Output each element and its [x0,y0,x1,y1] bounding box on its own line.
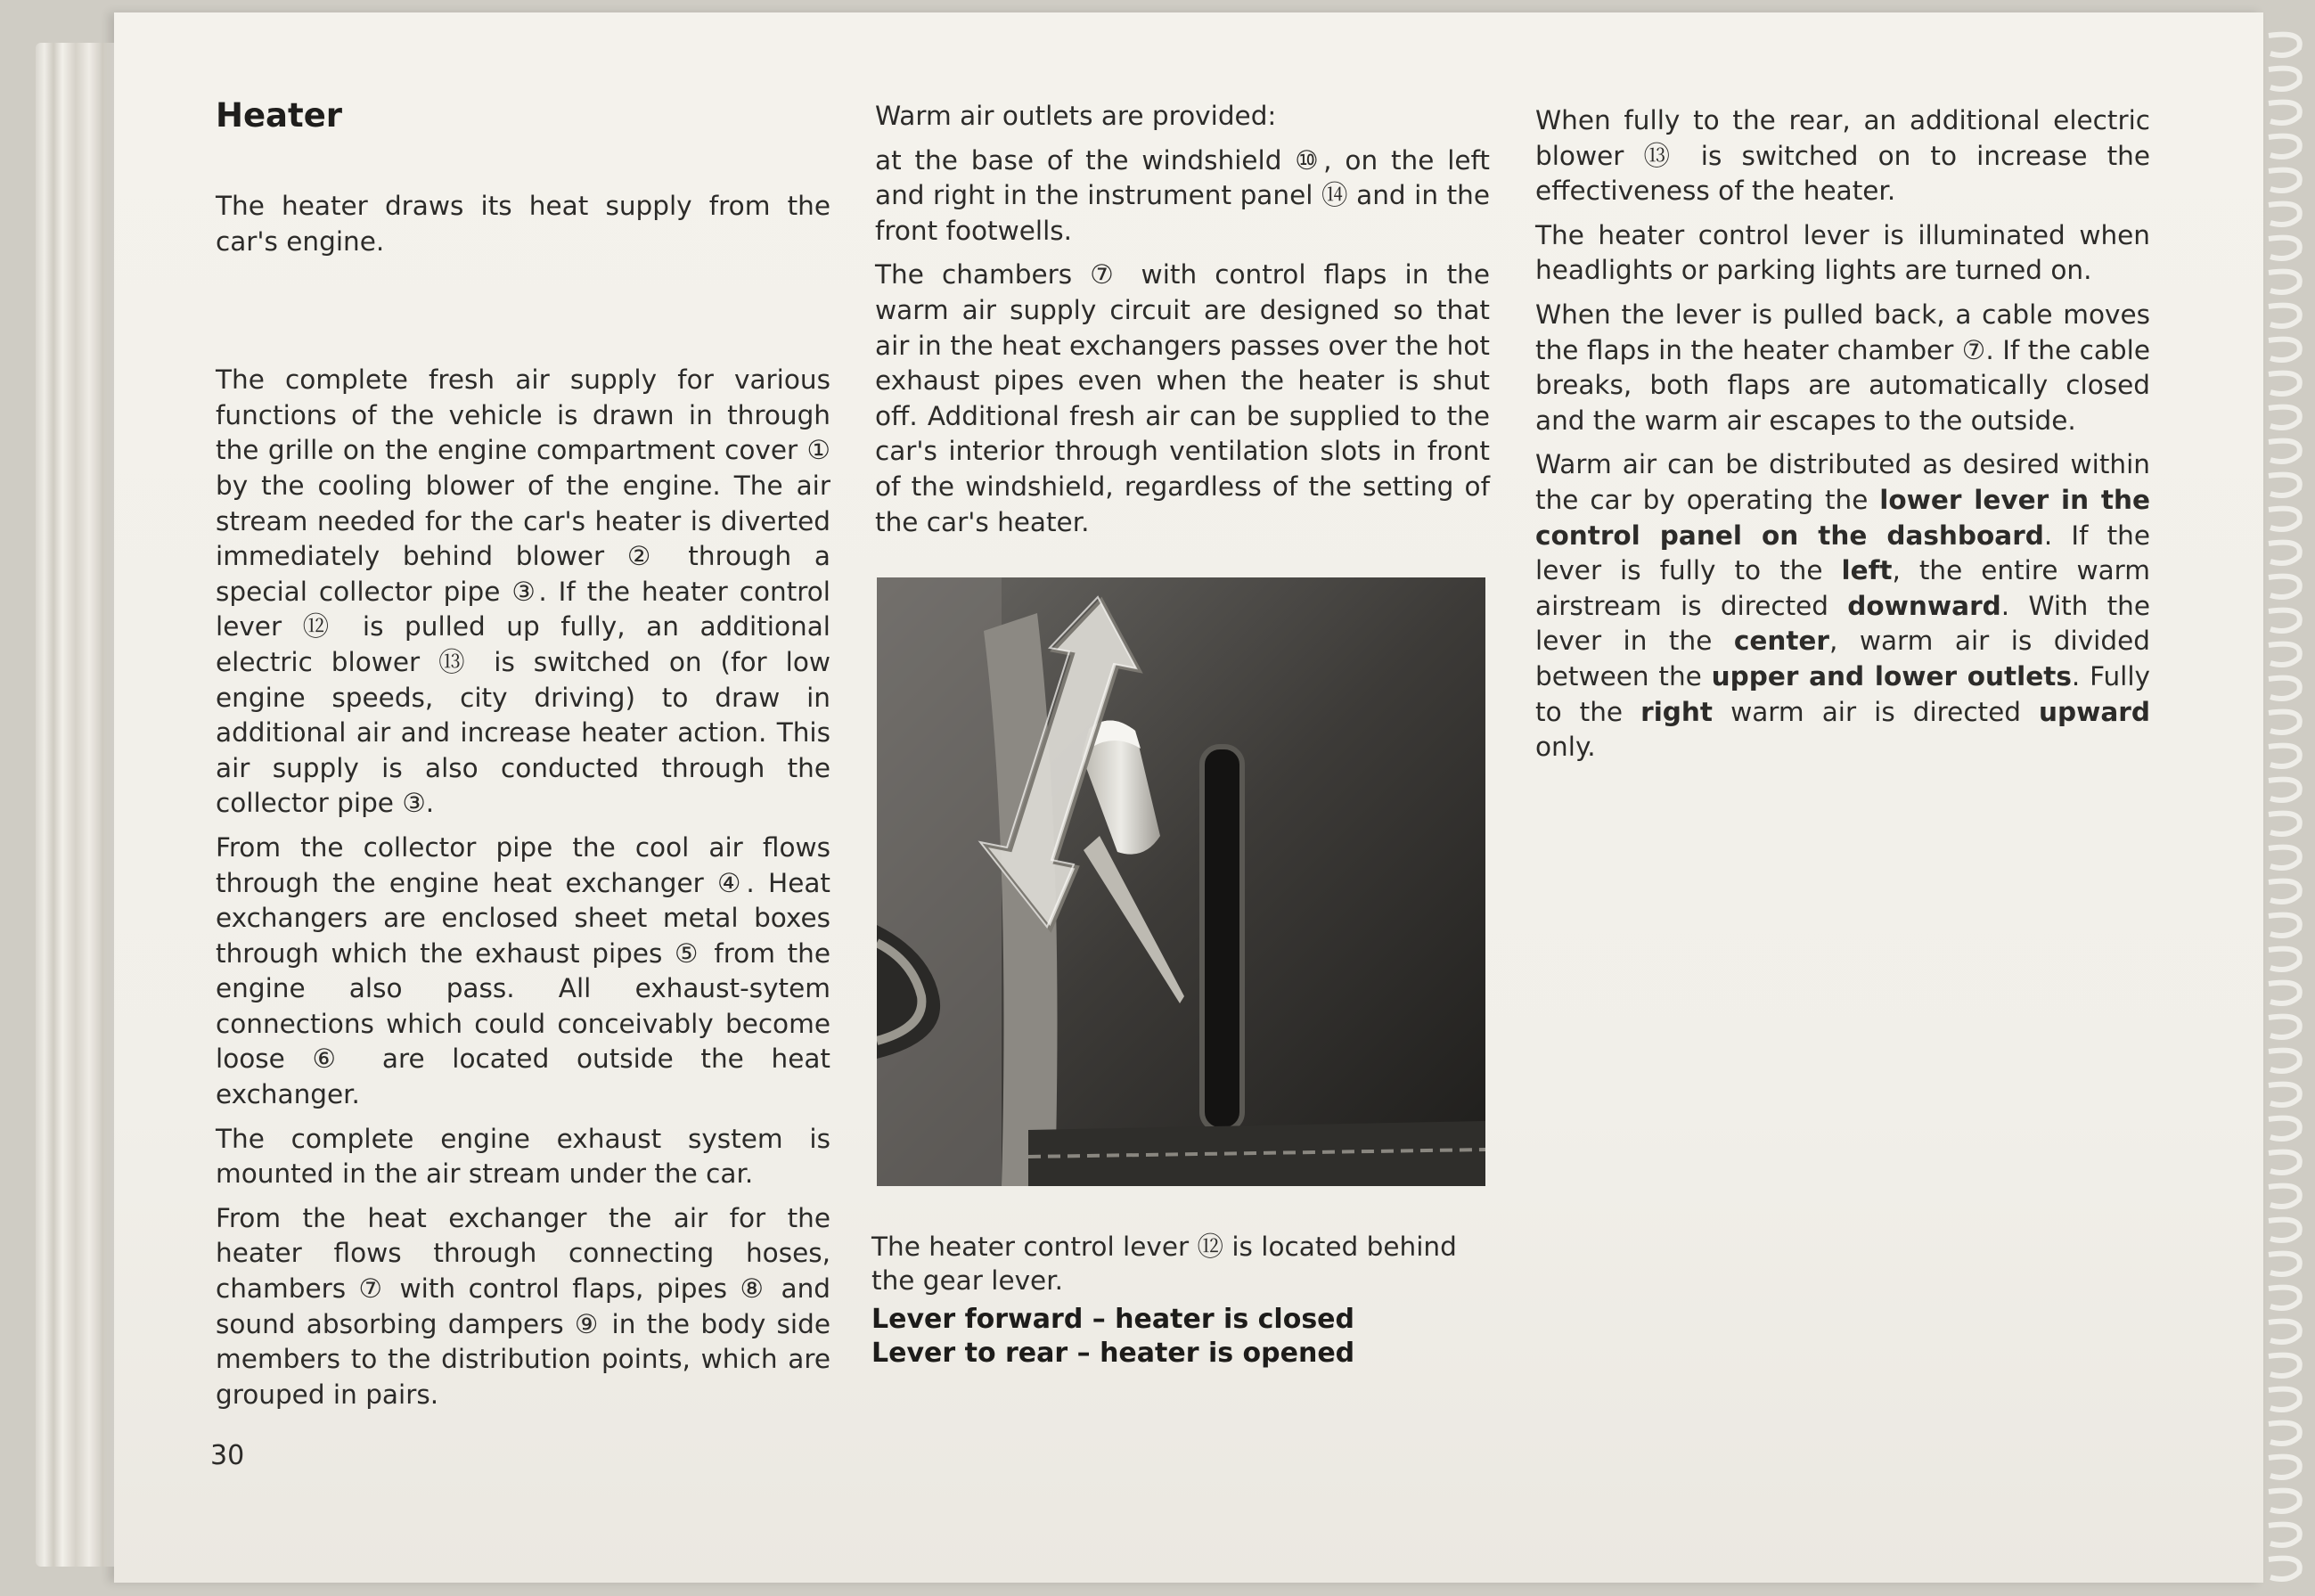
paragraph-fresh-air: The complete fresh air supply for various functions of the vehicle is drawn in through the grille on the engine compartment cover ① by the cooling blower of the engine. The air stream needed for the car's heater is diverted immediately behind blower ② through a special collector pipe ③. If the heater control lever ⑫ is pulled up fully, an additional electric blower ⑬ is switched on (for low engine speeds, city driving) to draw in additional air and increase heater action. This air supply is also conducted through the collector pipe ③. [216,364,830,819]
paragraph-distribution: Warm air can be distributed as desired within the car by operating the lower lever in the control panel on the dashboard. If the lever is fully to the left, the entire warm airstream is directed downward. With the lever in the center, warm air is divided between the upper and lower outlets. Fully to the right warm air is directed upward only. [1535,449,2151,763]
spiral-coil [2269,1220,2300,1240]
spiral-coil [2269,1254,2300,1274]
spiral-coil [2269,1389,2300,1410]
spiral-binding [2253,0,2315,1596]
spiral-coil [2269,1017,2300,1037]
spiral-coil [2269,1186,2300,1207]
spiral-coil [2269,1152,2300,1173]
spiral-coil [2269,1457,2300,1477]
column-left [216,189,830,1421]
caption-text: The heater control lever ⑫ is located behind the gear lever. [871,1232,1457,1296]
spiral-coil [2269,678,2300,699]
spiral-coil [2269,509,2300,529]
spiral-coil [2269,1322,2300,1342]
paragraph-illumination: The heater control lever is illuminated when headlights or parking lights are turned on. [1535,219,2150,286]
spiral-coil [2269,610,2300,631]
paragraph-outlets-intro: Warm air outlets are provided: [875,101,1277,131]
spiral-coil [2269,847,2300,868]
spiral-coil [2269,475,2300,495]
spiral-coil [2269,1051,2300,1071]
heater-lever-photo [877,577,1485,1186]
spiral-coil [2269,1084,2300,1105]
spiral-coil [2269,1355,2300,1376]
photo-caption [871,1230,1495,1371]
spiral-coil [2269,340,2300,360]
spiral-coil [2269,373,2300,394]
spiral-coil [2269,543,2300,563]
spiral-coil [2269,712,2300,733]
spiral-coil [2269,1525,2300,1545]
column-middle [875,99,1490,549]
spiral-coil [2269,1559,2300,1579]
column-right [1535,103,2150,774]
paragraph-outlets: at the base of the windshield ⑩, on the left and right in the instrument panel ⑭ and in the front footwells. [875,144,1490,246]
spiral-coil [2269,949,2300,970]
spiral-coil [2269,272,2300,292]
spiral-coil [2269,306,2300,326]
spiral-coil [2269,238,2300,258]
spiral-coil [2269,577,2300,597]
spiral-coil [2269,102,2300,123]
section-heading: Heater [216,96,343,135]
paragraph-exhaust-system: The complete engine exhaust system is mounted in the air stream under the car. [216,1123,830,1190]
spiral-coil [2269,983,2300,1003]
spiral-coil [2269,1423,2300,1444]
paragraph-chambers: The chambers ⑦ with control flaps in the warm air supply circuit are designed so that air in the heat exchangers passes over the hot exhaust pipes even when the heater is shut off. Additional fresh air can be supplied to the car's interior through ventilation slots in front of the windshield, regardless of the setting of the car's heater. [875,259,1490,537]
paragraph-collector-pipe: From the collector pipe the cool air flows through the engine heat exchanger ④. Heat exchangers are enclosed sheet metal boxes through which the exhaust pipes ⑤ from the engine also pass. All exhaust-sytem connections which could conceivably become loose ⑥ are located outside the heat exchanger. [216,831,830,1110]
spiral-coil [2269,136,2300,157]
spiral-coil [2269,441,2300,462]
paragraph-cable: When the lever is pulled back, a cable moves the flaps in the heater chamber ⑦. If the cable breaks, both flaps are automatically closed and the warm air escapes to the outside. [1535,299,2150,436]
spiral-coil [2269,881,2300,902]
paragraph-heat-exchanger: From the heat exchanger the air for the heater flows through connecting hoses, chambers ⑦ with control flaps, pipes ⑧ and sound absorbing dampers ⑨ in the body side members to the distribution points, which are grouped in pairs. [216,1202,830,1410]
spiral-coil [2269,1288,2300,1308]
spiral-coil [2269,69,2300,89]
spiral-coil [2269,1491,2300,1511]
spiral-coil [2269,1118,2300,1139]
spiral-coil [2269,170,2300,191]
spiral-coil [2269,644,2300,665]
spiral-coil [2269,780,2300,800]
spiral-coil [2269,204,2300,225]
spiral-coil [2269,407,2300,428]
spiral-coil [2269,915,2300,936]
spiral-coil [2269,814,2300,834]
page-edges [36,43,125,1567]
caption-lever-forward: Lever forward – heater is closed [871,1304,1354,1335]
spiral-coil [2269,35,2300,55]
paragraph-intro: The heater draws its heat supply from the car's engine. [216,191,830,257]
spiral-coil [2269,746,2300,766]
page-number: 30 [210,1440,245,1471]
caption-lever-rear: Lever to rear – heater is opened [871,1338,1355,1369]
paragraph-electric-blower: When fully to the rear, an additional electric blower ⑬ is switched on to increase the effectiveness of the heater. [1535,105,2150,207]
